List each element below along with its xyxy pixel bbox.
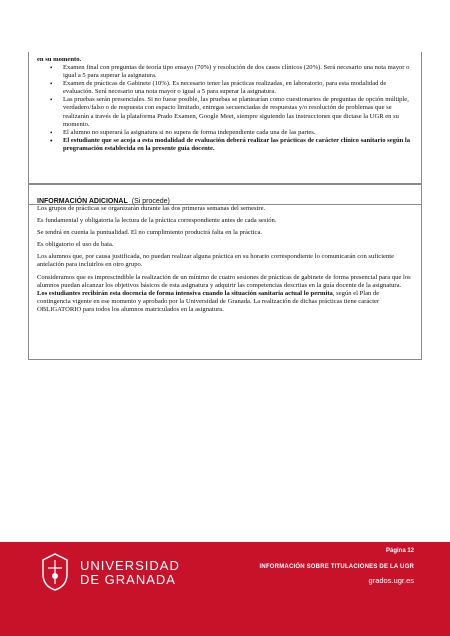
final-paragraph-start: Consideramos que es imprescindible la realización de un mínimo de cuatro sesiones de prácticas de gabinete de forma presencial para que los alumnos puedan alcanzar los objetivos básicos de esta asignatura y adquirir las competencias descritas en la guía docente de la asignatura. xyxy=(37,273,411,289)
evaluation-box xyxy=(28,52,422,184)
info-paragraphs xyxy=(37,205,413,270)
evaluation-item: • Examen final con preguntas de teoría tipo ensayo (70%) y resolución de dos casos clínicos (20%). Será necesario una nota mayor o igual a 5 para superar la asignatura. xyxy=(63,64,413,80)
final-paragraph-bold: Los estudiantes recibirán esta docencia de forma intensiva cuando la situación sanitaria actual lo permita xyxy=(37,289,333,297)
evaluation-list xyxy=(37,64,413,153)
page-number: Página 12 xyxy=(385,548,414,554)
info-content-box xyxy=(28,200,422,360)
university-name-line1: UNIVERSIDAD xyxy=(80,558,180,573)
final-paragraph xyxy=(37,274,413,314)
info-paragraph: Es fundamental y obligatoria la lectura de la práctica correspondiente antes de cada sesión. xyxy=(37,217,277,225)
info-paragraph: Los grupos de prácticas se organizarán durante las dos primeras semanas del semestre. xyxy=(37,205,266,212)
final-paragraph-end: , según el Plan de contingencia vigente en ese momento y aprobado por la Universidad de Granada. La realización de dichas prácticas tiene carácter OBLIGATORIO para todos los alumnos matriculados en la asignatura. xyxy=(37,289,380,313)
footer-band xyxy=(0,542,450,636)
university-crest-icon xyxy=(40,552,70,592)
section-heading: INFORMACIÓN ADICIONAL xyxy=(37,198,128,205)
site-link[interactable]: grados.ugr.es xyxy=(368,576,414,585)
info-paragraph: Los alumnos que, por causa justificada, no puedan realizar alguna práctica en su horario correspondiente lo comunicarán con suficiente antelación para incluirlos en otro grupo. xyxy=(37,253,395,269)
university-name-line2: DE GRANADA xyxy=(80,572,176,587)
evaluation-item: • Las pruebas serán presenciales. Si no fuese posible, las pruebas se plantearían como cuestionarios de preguntas de opción múltiple, verdadero/falso o de respuesta con espacio limitado, entregas secuenciadas de respuestas y/o resolución de problemas que se realizarán a través de la plataforma Prado Examen, Google Meet, siempre siguiendo las instrucciones que dictase la UGR en su momento. xyxy=(63,96,413,128)
info-paragraph: Es obligatorio el uso de bata. xyxy=(37,241,114,249)
section-subheading: (Si procede) xyxy=(131,198,170,205)
evaluation-item: • El alumno no superará la asignatura si no supera de forma independiente cada una de las partes. xyxy=(63,129,413,137)
info-paragraph: Se tendrá en cuenta la puntualidad. El no cumplimiento producirá falta en la práctica. xyxy=(37,229,263,237)
evaluation-item: • Examen de prácticas de Gabinete (10%). Es necesario tener las prácticas realizadas, en laboratorio, para esta modalidad de evaluación. Será necesario una nota mayor o igual a 5 para superar la asignatura. xyxy=(63,80,413,96)
lead-text: en su momento. xyxy=(37,56,82,63)
info-label: INFORMACIÓN SOBRE TITULACIONES DE LA UGR xyxy=(259,564,414,570)
evaluation-item: • El estudiante que se acoja a esta modalidad de evaluación deberá realizar las prácticas de carácter clínico sanitario según la programación establecida en la presente guía docente. xyxy=(63,137,413,153)
